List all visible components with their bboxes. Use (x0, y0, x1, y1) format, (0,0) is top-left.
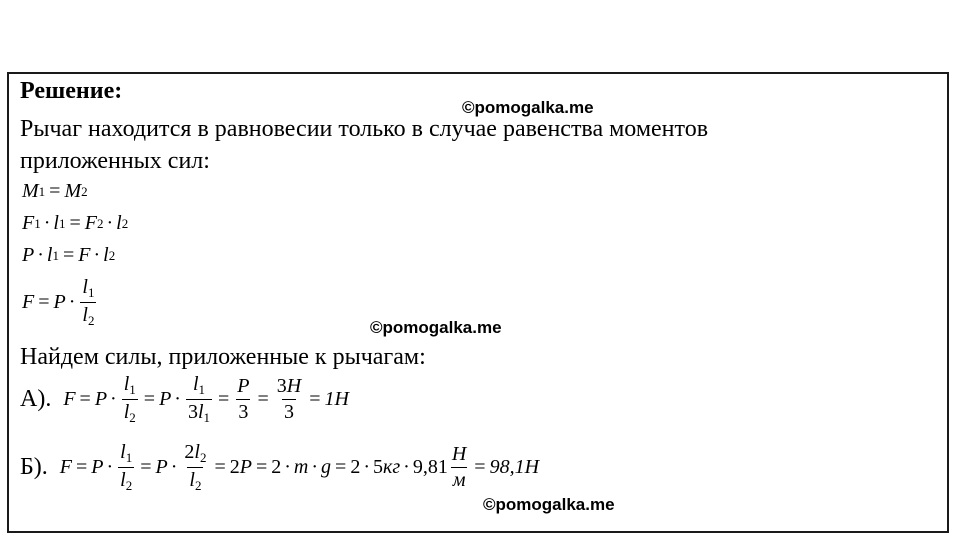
case-b-result: 98,1Н (489, 455, 540, 478)
case-a-result: 1Н (324, 387, 349, 410)
formula-case-a: А). F = P · $\frac{l_1}{l_2}$ = P · $\frac{l_1}{3l_1}$ = $\frac{P}{3}$ = $\frac{3Н}{3}$ = 1Н (20, 373, 349, 425)
case-b-label: Б). (20, 453, 48, 480)
solution-heading: Решение: (20, 78, 123, 104)
formula-case-b: Б). F = P · $\frac{l_1}{l_2}$ = P · $\frac{2l_2}{l_2}$ = 2 P = 2 · m · g = 2 · 5 кг · 9,81 $\frac{Н}{м}$ = 98,1Н (20, 441, 540, 493)
explanation-line-1: Рычаг находится в равновесии только в случае равенства моментов (20, 116, 709, 142)
solution-box (7, 72, 949, 533)
explanation-line-2: приложенных сил: (20, 148, 210, 174)
find-forces-line: Найдем силы, приложенные к рычагам: (20, 344, 426, 370)
watermark-middle: ©pomogalka.me (370, 318, 502, 337)
watermark-bottom: ©pomogalka.me (483, 495, 615, 514)
formula-force-result: F = P · $\frac{l_1}{l_2}$ (22, 276, 95, 328)
formula-moments-equal: M 1 = M 2 (22, 180, 88, 202)
formula-forces-arms: F 1 · l 1 = F 2 · l 2 (22, 212, 129, 234)
watermark-top: ©pomogalka.me (462, 98, 594, 117)
case-a-label: А). (20, 385, 52, 412)
formula-weight-arm: P · l 1 = F · l 2 (22, 244, 116, 266)
